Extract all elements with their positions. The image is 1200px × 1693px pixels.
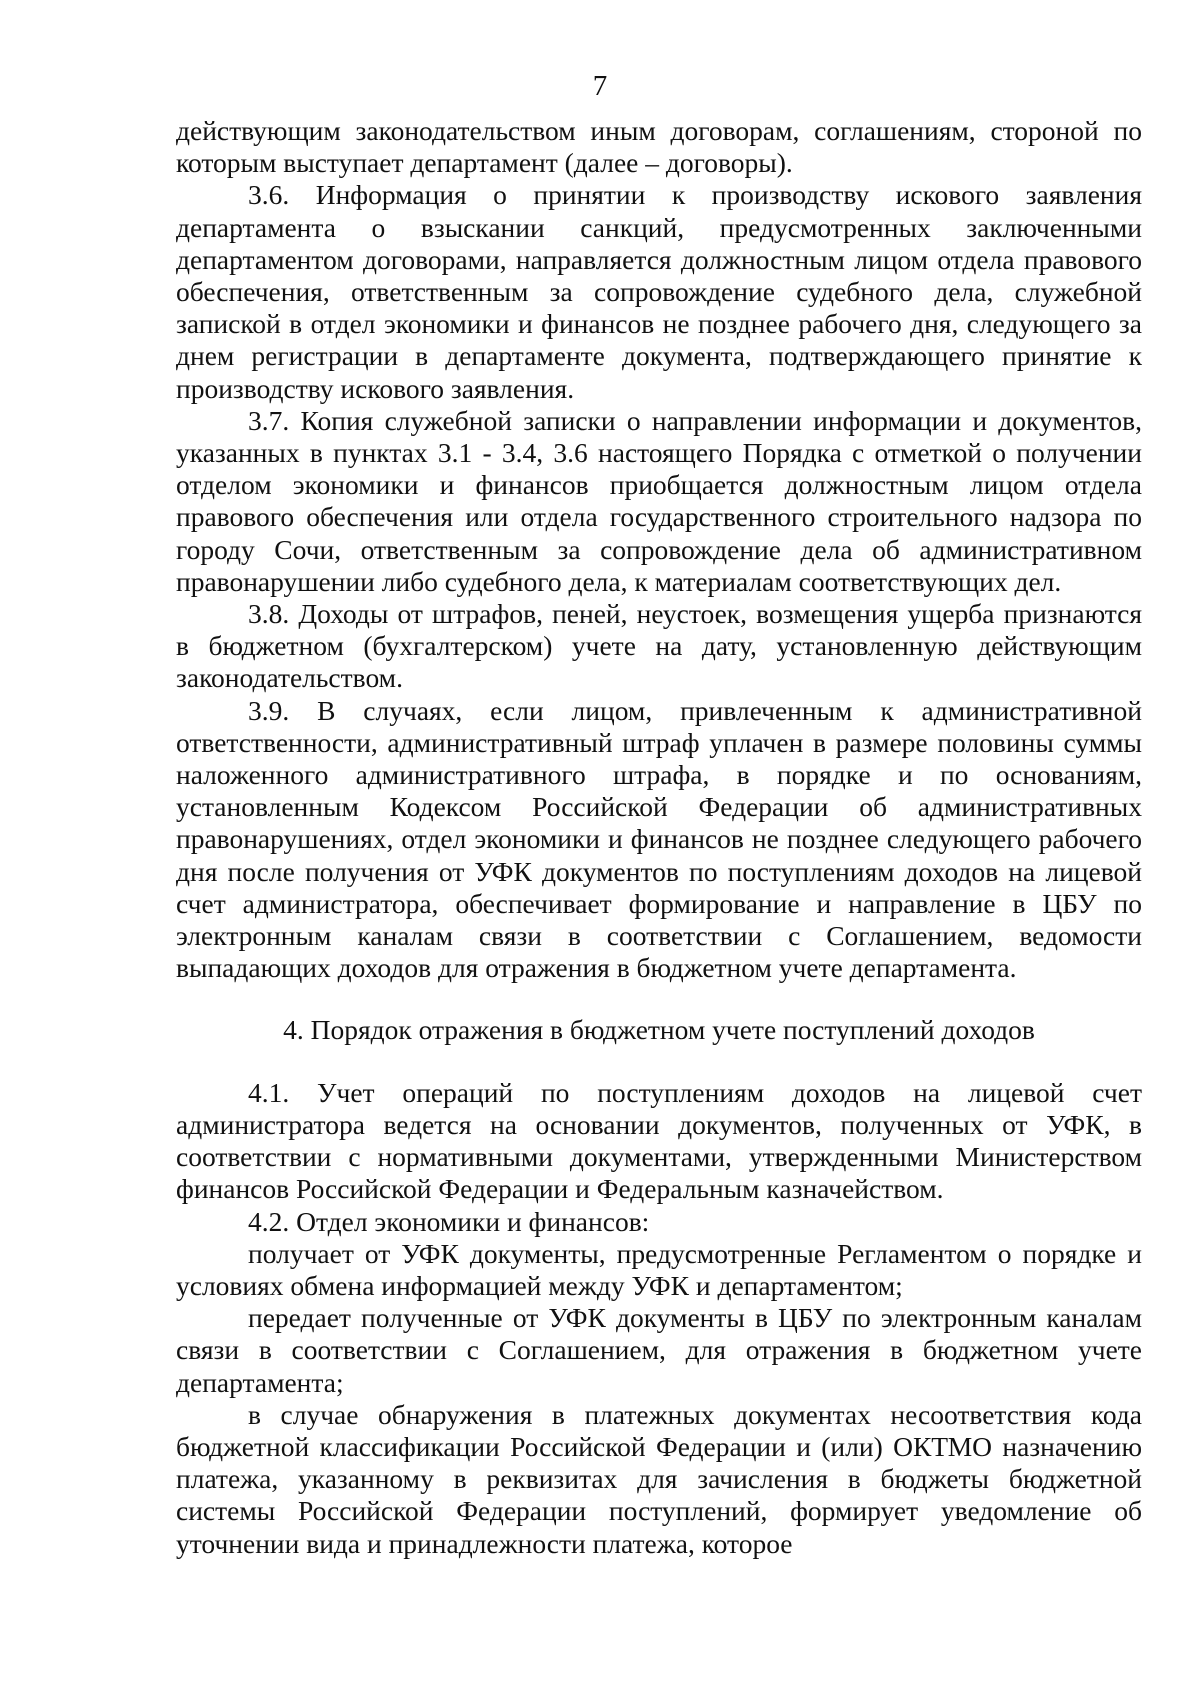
paragraph-3-9: 3.9. В случаях, если лицом, привлеченным к административной ответственности, административный штраф уплачен в размере половины суммы наложенного административного штрафа, в порядке и по основаниям, установленным Кодексом Российской Федерации об административных правонарушениях, отдел экономики и финансов не позднее следующего рабочего дня после получения от УФК документов по поступлениям доходов на лицевой счет администратора, обеспечивает формирование и направление в ЦБУ по электронным каналам связи в соответствии с Соглашением, ведомости выпадающих доходов для отражения в бюджетном учете департамента. [176,694,1142,984]
paragraph-4-2-item-2: передает полученные от УФК документы в ЦБУ по электронным каналам связи в соответствии с Соглашением, для отражения в бюджетном учете департамента; [176,1302,1142,1398]
paragraph-3-8: 3.8. Доходы от штрафов, пеней, неустоек, возмещения ущерба признаются в бюджетном (бухгалтерском) учете на дату, установленную действующим законодательством. [176,598,1142,694]
section-4-heading: 4. Порядок отражения в бюджетном учете поступлений доходов [283,1014,1035,1046]
paragraph-4-2: 4.2. Отдел экономики и финансов: [248,1205,650,1237]
paragraph-3-6: 3.6. Информация о принятии к производству искового заявления департамента о взыскании санкций, предусмотренных заключенными департаментом договорами, направляется должностным лицом отдела правового обеспечения, ответственным за сопровождение судебного дела, служебной запиской в отдел экономики и финансов не позднее рабочего дня, следующего за днем регистрации в департаменте документа, подтверждающего принятие к производству искового заявления. [176,179,1142,404]
paragraph-4-1: 4.1. Учет операций по поступлениям доходов на лицевой счет администратора ведется на основании документов, полученных от УФК, в соответствии с нормативными документами, утвержденными Министерством финансов Российской Федерации и Федеральным казначейством. [176,1076,1142,1205]
paragraph-4-2-item-3: в случае обнаружения в платежных документах несоответствия кода бюджетной классификации Российской Федерации и (или) ОКТМО назначению платежа, указанному в реквизитах для зачисления в бюджеты бюджетной системы Российской Федерации поступлений, формирует уведомление об уточнении вида и принадлежности платежа, которое [176,1398,1142,1559]
paragraph-4-2-item-1: получает от УФК документы, предусмотренные Регламентом о порядке и условиях обмена информацией между УФК и департаментом; [176,1237,1142,1301]
page-number: 7 [592,70,608,102]
paragraph-3-7: 3.7. Копия служебной записки о направлении информации и документов, указанных в пунктах 3.1 - 3.4, 3.6 настоящего Порядка с отметкой о получении отделом экономики и финансов приобщается должностным лицом отдела правового обеспечения или отдела государственного строительного надзора по городу Сочи, ответственным за сопровождение дела об административном правонарушении либо судебного дела, к материалам соответствующих дел. [176,404,1142,597]
document-body [176,115,1142,1560]
paragraph-continuation: действующим законодательством иным договорам, соглашениям, стороной по которым выступает департамент (далее – договоры). [176,115,1142,179]
